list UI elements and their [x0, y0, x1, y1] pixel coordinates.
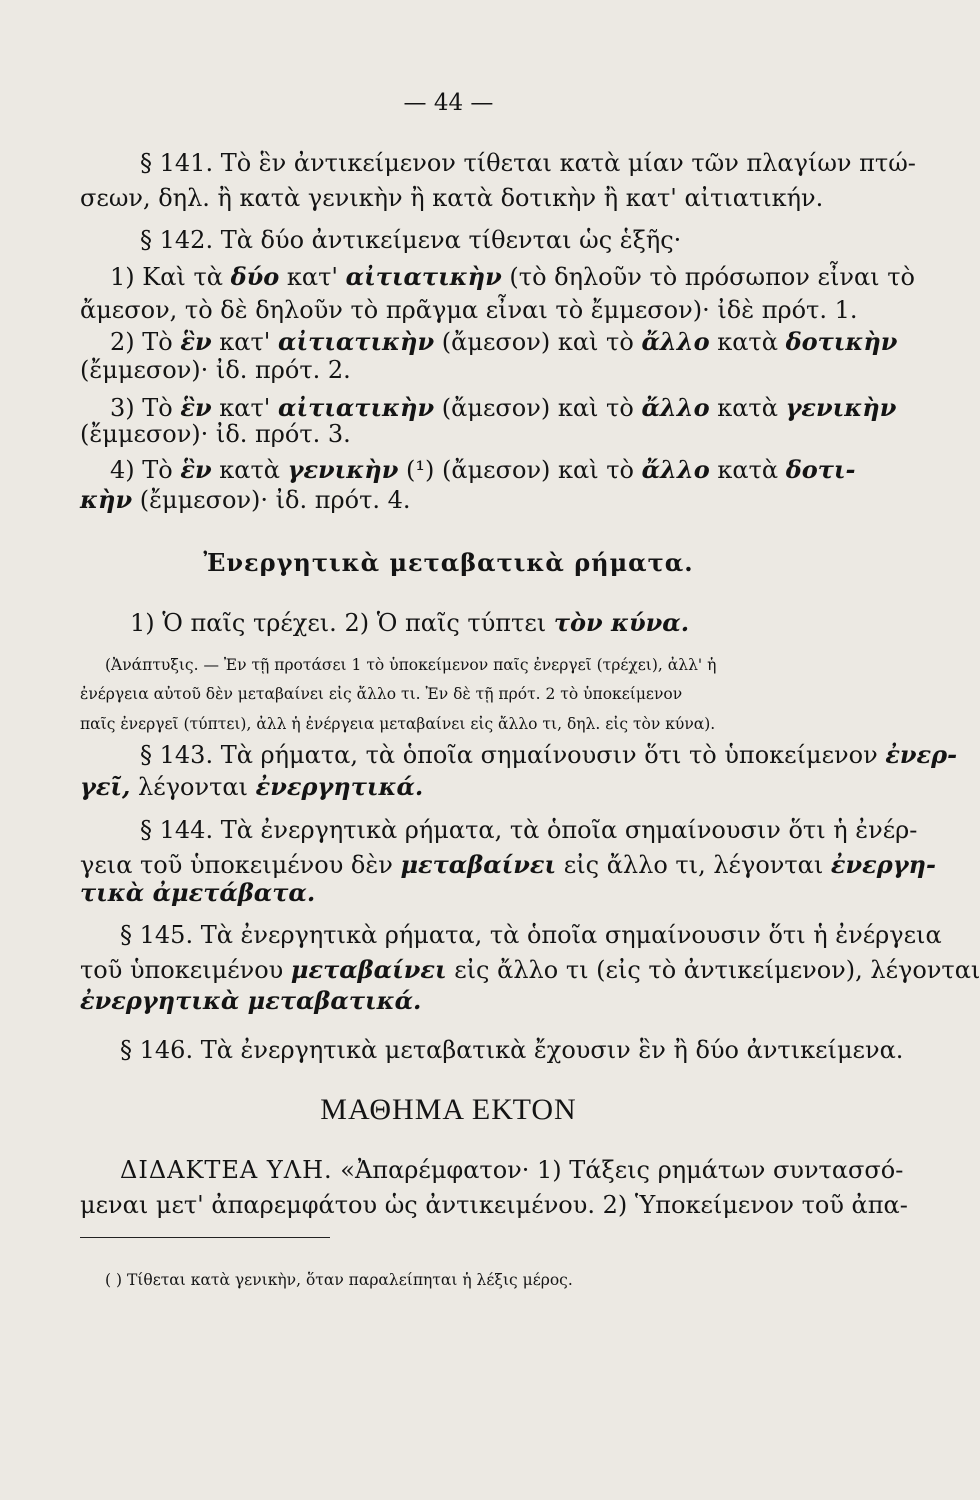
- emphasis: ἄλλο: [641, 455, 710, 484]
- didaktea-line2: μεναι μετ' ἀπαρεμφάτου ὡς ἀντικειμένου. 2) Ὑποκείμενον τοῦ ἀπα-: [80, 1191, 908, 1219]
- emphasis: αἰτιατικὴν: [277, 327, 435, 356]
- emphasis: ἐνερ-: [885, 740, 958, 769]
- didaktea-label: ΔΙΔΑΚΤΕΑ ΥΛΗ.: [120, 1156, 333, 1184]
- lesson-title: ΜΑΘΗΜΑ ΕΚΤΟΝ: [320, 1093, 577, 1126]
- section-141-line2: σεων, δηλ. ἢ κατὰ γενικὴν ἢ κατὰ δοτικὴν ἢ κατ' αἰτιατικήν.: [80, 184, 824, 212]
- text-run: κατὰ: [717, 394, 778, 422]
- section-142-item4-line2: [0, 485, 897, 515]
- section-144-line2: [0, 850, 936, 880]
- page-number: — 44 —: [403, 90, 494, 116]
- text-run: κατὰ: [219, 456, 280, 484]
- text-run: κατ': [219, 394, 271, 422]
- emphasis: δοτικὴν: [785, 327, 898, 356]
- text-run: (ἔμμεσον)· ἰδ. πρότ. 4.: [139, 486, 411, 514]
- emphasis: δύο: [230, 262, 280, 291]
- emphasis: ἓν: [180, 393, 212, 422]
- text-run: 2) Τὸ: [110, 328, 173, 356]
- emphasis: δοτι-: [785, 455, 856, 484]
- emphasis: ἐνεργητικά.: [255, 772, 424, 801]
- section-142-item3-line2: (ἔμμεσον)· ἰδ. πρότ. 3.: [80, 420, 351, 448]
- text-run: (τὸ δηλοῦν τὸ πρόσωπον εἶναι τὸ: [509, 263, 915, 291]
- emphasis: μεταβαίνει: [400, 850, 557, 879]
- text-run: (ἄμεσον) καὶ τὸ: [441, 394, 634, 422]
- text-run: (ἄμεσον) καὶ τὸ: [441, 328, 634, 356]
- section-142-item2-line2: (ἔμμεσον)· ἰδ. πρότ. 2.: [80, 356, 351, 384]
- text-run: εἰς ἄλλο τι, λέγονται: [563, 851, 824, 879]
- section-142-item1-line1: [0, 262, 915, 292]
- emphasis: τικὰ ἀμετάβατα.: [80, 878, 316, 907]
- section-143-line1: [0, 740, 958, 770]
- emphasis: γεῖ,: [80, 772, 131, 801]
- emphasis: γενικὴν: [287, 455, 399, 484]
- note-line1: (Ἀνάπτυξις. — Ἐν τῇ προτάσει 1 τὸ ὑποκείμενον παῖς ἐνεργεῖ (τρέχει), ἀλλ' ἡ: [105, 656, 717, 674]
- text-run: κατ': [219, 328, 271, 356]
- note-line2: ἐνέργεια αὐτοῦ δὲν μεταβαίνει εἰς ἄλλο τι. Ἐν δὲ τῇ πρότ. 2 τὸ ὑποκείμενον: [80, 685, 683, 703]
- section-141-line1: § 141. Τὸ ἓν ἀντικείμενον τίθεται κατὰ μίαν τῶν πλαγίων πτώ-: [140, 149, 916, 177]
- text-run: κατὰ: [717, 328, 778, 356]
- section-143-line2: [0, 772, 897, 802]
- note-line3: παῖς ἐνεργεῖ (τύπτει), ἀλλ ἡ ἐνέργεια μεταβαίνει εἰς ἄλλο τι, δηλ. εἰς τὸν κύνα).: [80, 715, 716, 733]
- didaktea-line1: [0, 1155, 904, 1185]
- text-run: λέγονται: [138, 773, 248, 801]
- emphasis: ἐνεργη-: [830, 850, 936, 879]
- section-144-line1: § 144. Τὰ ἐνεργητικὰ ρήματα, τὰ ὁποῖα σημαίνουσιν ὅτι ἡ ἐνέρ-: [140, 816, 918, 844]
- section-145-line1: § 145. Τὰ ἐνεργητικὰ ρήματα, τὰ ὁποῖα σημαίνουσιν ὅτι ἡ ἐνέργεια: [120, 921, 942, 949]
- text-run: τοῦ ὑποκειμένου: [80, 956, 284, 984]
- emphasis: ἓν: [180, 327, 212, 356]
- emphasis: ἐνεργητικὰ μεταβατικά.: [80, 986, 422, 1015]
- text-run: εἰς ἄλλο τι (εἰς τὸ ἀντικείμενον), λέγονται: [454, 956, 980, 984]
- text-run: 4) Τὸ: [110, 456, 173, 484]
- emphasis: αἰτιατικὴν: [277, 393, 435, 422]
- emphasis: ἄλλο: [641, 327, 710, 356]
- footnote: ( ) Τίθεται κατὰ γενικὴν, ὅταν παραλείπηται ἡ λέξις μέρος.: [105, 1271, 573, 1289]
- text-run: γεια τοῦ ὑποκειμένου δὲν: [80, 851, 393, 879]
- section-142-item4-line1: [0, 455, 897, 485]
- section-144-line3: [0, 878, 897, 908]
- text-run: κατ': [286, 263, 338, 291]
- text-run: 3) Τὸ: [110, 394, 173, 422]
- text-run: 1) Καὶ τὰ: [110, 263, 223, 291]
- section-145-line3: [0, 986, 897, 1016]
- text-run: κατὰ: [717, 456, 779, 484]
- examples-line: [0, 608, 897, 638]
- section-142-item1-line2: ἄμεσον, τὸ δὲ δηλοῦν τὸ πρᾶγμα εἶναι τὸ ἔμμεσον)· ἰδὲ πρότ. 1.: [80, 296, 858, 324]
- section-142-item2-line1: [0, 327, 897, 357]
- text-run: (¹) (ἄμεσον) καὶ τὸ: [406, 456, 634, 484]
- emphasis: κὴν: [80, 485, 133, 514]
- text-run: § 143. Τὰ ρήματα, τὰ ὁποῖα σημαίνουσιν ὅτι τὸ ὑποκείμενον: [140, 741, 878, 769]
- emphasis: ἓν: [180, 455, 212, 484]
- emphasis: τὸν κύνα.: [553, 608, 690, 637]
- section-145-line2: [0, 955, 980, 985]
- text-run: 1) Ὁ παῖς τρέχει. 2) Ὁ παῖς τύπτει: [130, 609, 547, 637]
- subheading: Ἐνεργητικὰ μεταβατικὰ ρήματα.: [203, 548, 694, 577]
- emphasis: γενικὴν: [785, 393, 897, 422]
- section-142-intro: § 142. Τὰ δύο ἀντικείμενα τίθενται ὡς ἑξῆς·: [140, 226, 682, 254]
- emphasis: αἰτιατικὴν: [345, 262, 502, 291]
- emphasis: ἄλλο: [641, 393, 710, 422]
- footnote-rule: [80, 1237, 330, 1238]
- text-run: «Ἀπαρέμφατον· 1) Τάξεις ρημάτων συντασσό-: [340, 1156, 904, 1184]
- section-146: § 146. Τὰ ἐνεργητικὰ μεταβατικὰ ἔχουσιν ἓν ἢ δύο ἀντικείμενα.: [120, 1036, 904, 1064]
- emphasis: μεταβαίνει: [290, 955, 447, 984]
